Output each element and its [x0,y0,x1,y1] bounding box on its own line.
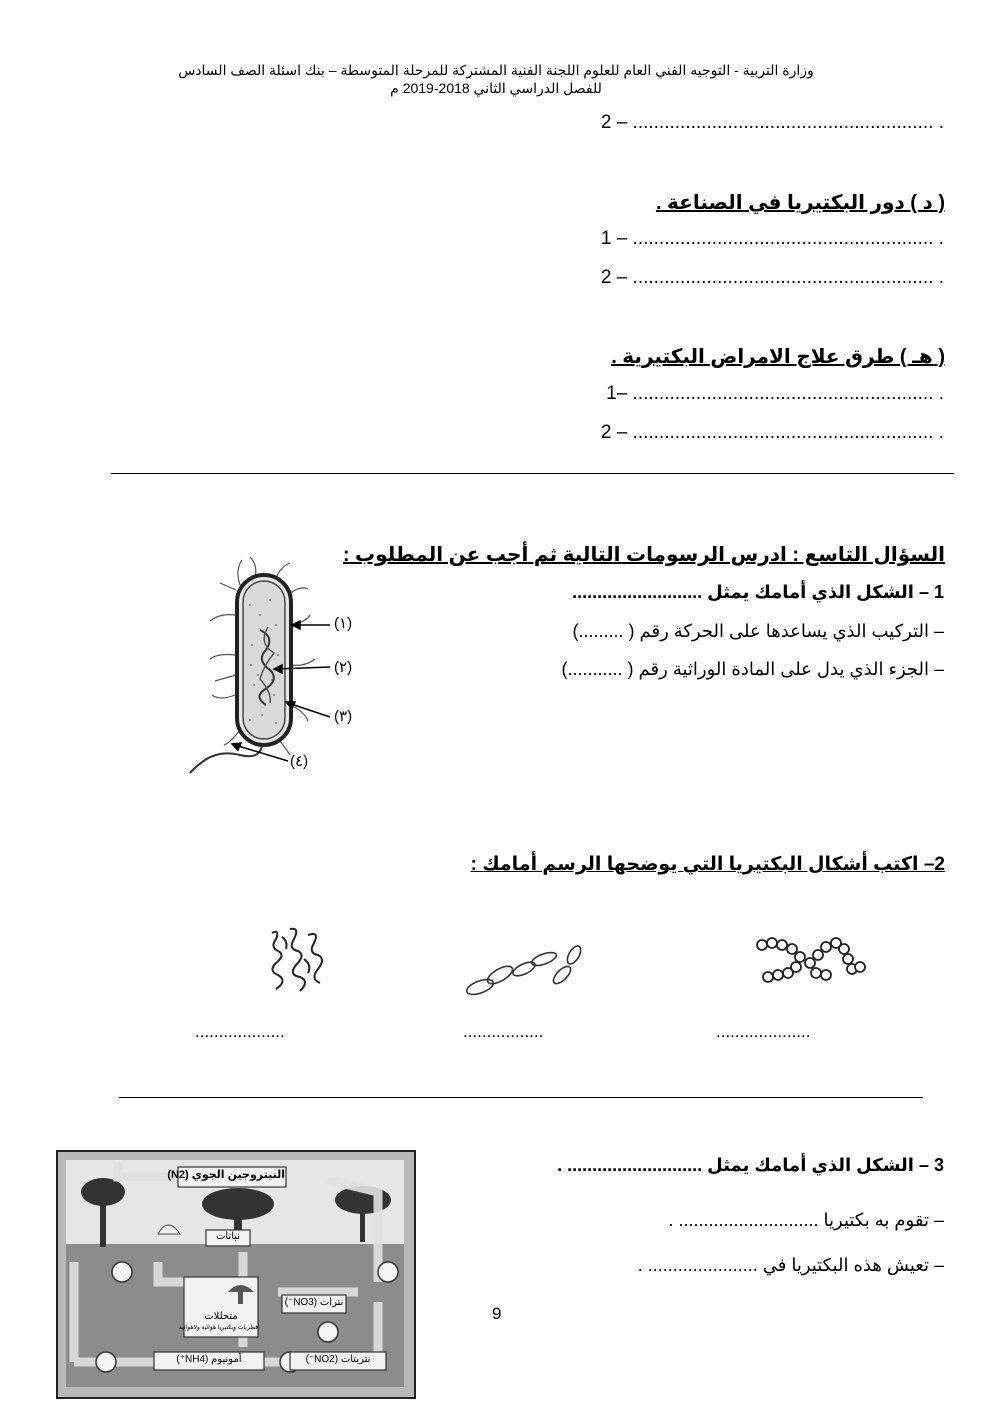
diagram-label-2: (٢) [334,659,353,676]
diagram-nitrites: نتريتات (NO2⁻) [305,1354,371,1365]
nitrogen-cycle-diagram [56,1150,416,1399]
q3-sub-2: – تعيش هذه البكتيريا في ...................... . [637,1255,944,1275]
q3-text: 3 – الشكل الذي أمامك يمثل ........................... . [557,1155,944,1175]
q2-text: 2– اكتب أشكال البكتيريا التي يوضحها الرسم أمامك : [470,854,945,875]
diagram-n2: النيتروجين الجوي (N2) [167,1169,285,1181]
diagram-decomposers-sub: فطريات وبكتيريا هوائية ولاهوائية [178,1325,258,1331]
diagram-nitrates: نترات (NO3⁻) [284,1297,344,1308]
streptobacillus-image [462,935,592,1000]
section-h-title: ( هـ ) طرق علاج الامراض البكتيرية . [611,346,945,368]
diagram-decomposers: متحللات [204,1311,238,1322]
header-line-2: للفصل الدراسي الثاني 2018-2019 م [390,80,602,96]
section-d-line-1: 1 – ......................................................... . [600,228,944,249]
page-number: 9 [492,1304,502,1323]
answer-line: 2 – ......................................................... . [600,112,944,133]
q3-sub-1: – تقوم به بكتيريا ............................ . [668,1210,944,1230]
q2-blank-2: ................. [463,1022,544,1041]
q2-blank-1: ................... [195,1022,285,1041]
section-h-line-1: 1– ......................................................... . [606,383,944,404]
section-d-line-2: 2 – ......................................................... . [600,267,944,288]
section-h-line-2: 2 – ......................................................... . [600,422,944,443]
divider [111,473,954,474]
q1-text: 1 – الشكل الذي أمامك يمثل .......................... [572,582,944,602]
question-9-title: السؤال التاسع : ادرس الرسومات التالية ثم أجب عن المطلوب : [342,544,945,566]
header-line-1: وزارة التربية - التوجيه الفني العام للعلوم اللجنة الفنية المشتركة للمرحلة المتوسطة – بنك اسئلة الصف السادس [178,62,814,78]
divider [119,1097,923,1098]
q2-blank-3: .................... [716,1022,811,1041]
diagram-label-4: (٤) [290,753,309,770]
streptococcus-image [752,933,872,993]
spirillum-image [262,925,332,995]
q1-sub-2: – الجزء الذي يدل على المادة الوراثية رقم ( ...........) [561,659,944,679]
diagram-label-3: (٣) [334,708,353,725]
diagram-ammonium: أمونيوم (NH4⁺) [176,1354,242,1365]
section-d-title: ( د ) دور البكتيريا في الصناعة . [655,192,945,214]
diagram-label-1: (١) [334,615,353,632]
diagram-plants: نباتات [215,1231,241,1242]
q1-sub-1: – التركيب الذي يساعدها على الحركة رقم ( .........) [572,621,944,641]
